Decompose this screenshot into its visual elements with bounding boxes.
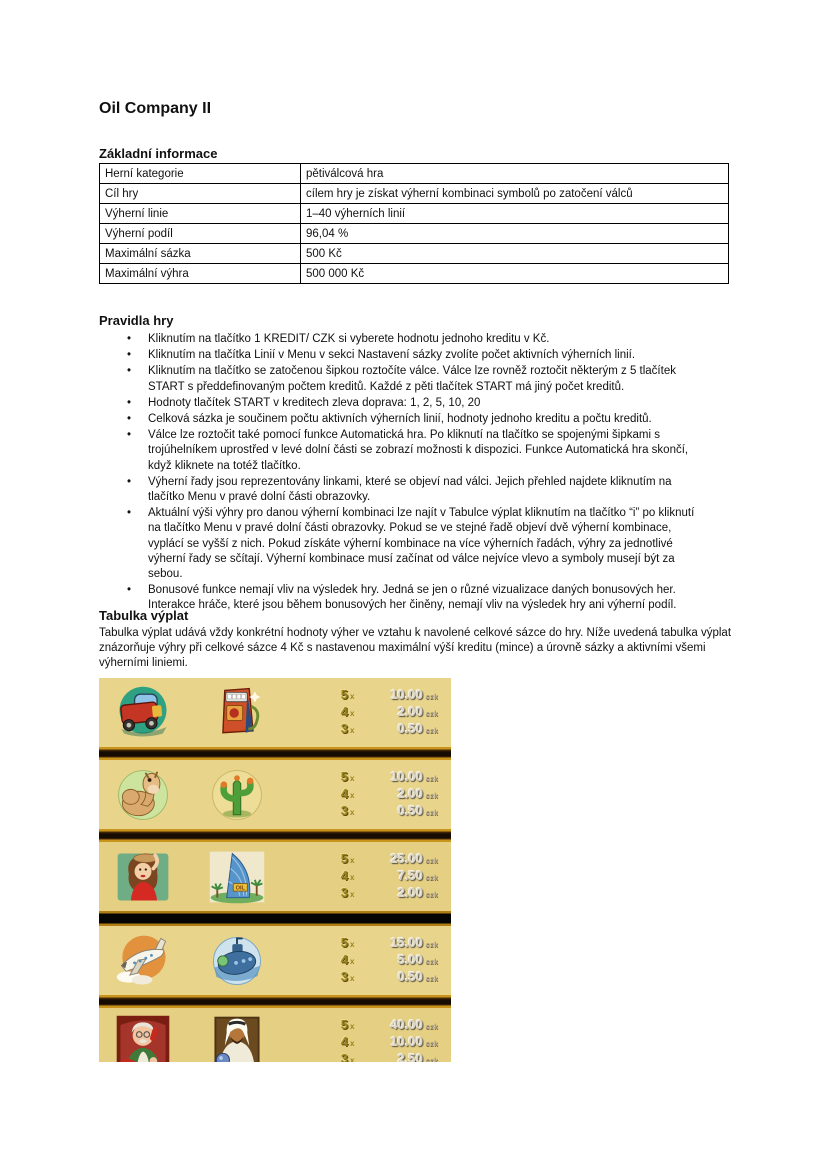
paytable-row <box>99 926 451 995</box>
win-count: 4 <box>340 868 348 883</box>
win-count: 4 <box>340 1034 348 1049</box>
currency-label: czk <box>426 858 439 865</box>
info-value: pětiválcová hra <box>301 164 729 184</box>
win-value: 10.00 <box>390 687 423 702</box>
rules-list <box>99 332 707 615</box>
win-count: 4 <box>340 786 348 801</box>
table-row <box>100 224 729 244</box>
multiplier-sign: x <box>350 726 355 735</box>
win-value: 40.00 <box>390 1017 423 1032</box>
cactus-icon <box>206 764 268 826</box>
paytable-row <box>99 1008 451 1062</box>
win-line <box>336 1017 443 1034</box>
multiplier-sign: x <box>350 808 355 817</box>
rule-item: • Hodnoty tlačítek START v kreditech zleva doprava: 1, 2, 5, 10, 20 <box>99 396 707 411</box>
multiplier-sign: x <box>350 890 355 899</box>
currency-label: czk <box>426 976 439 983</box>
win-value: 25.00 <box>390 851 423 866</box>
win-line <box>336 769 443 786</box>
table-row <box>100 204 729 224</box>
rules-heading: Pravidla hry <box>99 313 174 328</box>
info-value: 1–40 výherních linií <box>301 204 729 224</box>
multiplier-sign: x <box>350 856 355 865</box>
multiplier-sign: x <box>350 1022 355 1031</box>
gas-pump-icon <box>206 682 268 744</box>
currency-label: czk <box>426 942 439 949</box>
paytable-image <box>99 678 451 1062</box>
rule-item: • Kliknutím na tlačítko 1 KREDIT/ CZK si vyberete hodnotu jednoho kreditu v Kč. <box>99 332 707 347</box>
oil-sign-text: OIL <box>235 885 245 892</box>
row-divider <box>99 829 451 842</box>
win-count: 5 <box>340 935 348 950</box>
table-row <box>100 164 729 184</box>
row-divider-black <box>99 911 451 926</box>
red-truck-icon <box>112 682 174 744</box>
win-line <box>336 1051 443 1062</box>
multiplier-sign: x <box>350 791 355 800</box>
multiplier-sign: x <box>350 709 355 718</box>
win-count: 3 <box>340 1051 348 1062</box>
win-line <box>336 969 443 986</box>
multiplier-sign: x <box>350 1039 355 1048</box>
info-value: 500 000 Kč <box>301 264 729 284</box>
rule-item: • Aktuální výši výhry pro danou výherní kombinaci lze najít v Tabulce výplat kliknutím na tlačítko “i” po kliknutí na tlačítko Menu v pravé dolní části obrazovky. Pokud se ve stejné řadě objeví dvě výherní kombinace, vyplácí se vyšší z nich. Pokud získáte výherní kombinace na více výherních řadách, výhry za jednotlivé výherní řady se sčítají. Výherní kombinace musí začínat od válce nejvíce vlevo a symboly musejí být za sebou. <box>99 506 707 582</box>
sheikh-icon <box>206 1012 268 1063</box>
multiplier-sign: x <box>350 692 355 701</box>
multiplier-sign: x <box>350 774 355 783</box>
multiplier-sign: x <box>350 1056 355 1062</box>
currency-label: czk <box>426 810 439 817</box>
win-value: 10.00 <box>390 1034 423 1049</box>
win-table <box>336 769 443 820</box>
paytable-row <box>99 760 451 829</box>
rule-item: • Celková sázka je součinem počtu aktivních výherních linií, hodnoty jednoho kreditu a počtu kreditů. <box>99 412 707 427</box>
table-row <box>100 184 729 204</box>
info-value: cílem hry je získat výherní kombinaci symbolů po zatočení válců <box>301 184 729 204</box>
win-line <box>336 868 443 885</box>
currency-label: czk <box>426 776 439 783</box>
multiplier-sign: x <box>350 940 355 949</box>
submarine-icon <box>206 930 268 992</box>
win-value: 2.00 <box>397 786 423 801</box>
paytable-row <box>99 842 451 911</box>
win-line <box>336 786 443 803</box>
win-line <box>336 803 443 820</box>
info-label: Maximální sázka <box>100 244 301 264</box>
currency-label: czk <box>426 694 439 701</box>
win-table <box>336 851 443 902</box>
rule-item: • Válce lze roztočit také pomocí funkce Automatická hra. Po kliknutí na tlačítko se spojenými šipkami s trojúhelníkem uprostřed v levé dolní části se zobrazí možnosti k dispozici. Funkce Automatická hra skončí, když kliknete na totéž tlačítko. <box>99 428 707 474</box>
win-table <box>336 1017 443 1062</box>
win-value: 10.00 <box>390 769 423 784</box>
multiplier-sign: x <box>350 974 355 983</box>
win-line <box>336 704 443 721</box>
currency-label: czk <box>426 1024 439 1031</box>
airplane-icon <box>112 930 174 992</box>
currency-label: czk <box>426 892 439 899</box>
multiplier-sign: x <box>350 873 355 882</box>
win-table <box>336 935 443 986</box>
info-label: Herní kategorie <box>100 164 301 184</box>
win-count: 3 <box>340 969 348 984</box>
win-value: 5.00 <box>397 952 423 967</box>
info-label: Cíl hry <box>100 184 301 204</box>
info-label: Maximální výhra <box>100 264 301 284</box>
rule-item: • Výherní řady jsou reprezentovány linkami, které se objeví nad válci. Jejich přehled najdete kliknutím na tlačítko Menu v pravé dolní části obrazovky. <box>99 475 707 505</box>
win-line <box>336 885 443 902</box>
win-line <box>336 851 443 868</box>
win-line <box>336 935 443 952</box>
currency-label: czk <box>426 959 439 966</box>
currency-label: czk <box>426 728 439 735</box>
win-value: 2.00 <box>397 885 423 900</box>
win-value: 15.00 <box>390 935 423 950</box>
paytable-intro: Tabulka výplat udává vždy konkrétní hodnoty výher ve vztahu k navolené celkové sázce do hry. Níže uvedená tabulka výplat znázorňuje výhry při celkové sázce 4 Kč s nastavenou maximální výší kreditu (mince) a úrovně sázky a aktivními všemi výherními liniemi. <box>99 627 732 670</box>
rule-item: • Kliknutím na tlačítko se zatočenou šipkou roztočíte válce. Válce lze rovněž roztočit některým z 5 tlačítek START s předdefinovaným počtem kreditů. Každé z pěti tlačítek START má jiný počet kreditů. <box>99 364 707 394</box>
rule-item: • Kliknutím na tlačítka Linií v Menu v sekci Nastavení sázky zvolíte počet aktivních výherních linií. <box>99 348 707 363</box>
multiplier-sign: x <box>350 957 355 966</box>
oil-tower-icon <box>206 846 268 908</box>
info-value: 96,04 % <box>301 224 729 244</box>
page-title: Oil Company II <box>99 100 212 117</box>
cowgirl-icon <box>112 846 174 908</box>
paytable-heading: Tabulka výplat <box>99 608 189 623</box>
win-count: 5 <box>340 1017 348 1032</box>
win-value: 0.50 <box>397 721 423 736</box>
info-value: 500 Kč <box>301 244 729 264</box>
basic-info-table <box>99 163 729 284</box>
paytable-row <box>99 678 451 747</box>
win-count: 5 <box>340 687 348 702</box>
win-count: 5 <box>340 769 348 784</box>
currency-label: czk <box>426 1058 439 1062</box>
win-count: 4 <box>340 952 348 967</box>
win-line <box>336 1034 443 1051</box>
currency-label: czk <box>426 711 439 718</box>
win-count: 3 <box>340 885 348 900</box>
win-count: 4 <box>340 704 348 719</box>
win-value: 0.50 <box>397 803 423 818</box>
table-row <box>100 264 729 284</box>
oil-tycoon-icon <box>112 1012 174 1063</box>
win-table <box>336 687 443 738</box>
win-line <box>336 687 443 704</box>
rule-item: • Bonusové funkce nemají vliv na výsledek hry. Jedná se jen o různé vizualizace daných bonusových her. Interakce hráče, které jsou během bonusových her činěny, nemají vliv na výsledek hry ani výherní podíl. <box>99 583 707 613</box>
win-line <box>336 721 443 738</box>
win-value: 2.50 <box>397 1051 423 1062</box>
info-label: Výherní linie <box>100 204 301 224</box>
win-value: 2.00 <box>397 704 423 719</box>
currency-label: czk <box>426 875 439 882</box>
win-count: 3 <box>340 721 348 736</box>
win-value: 0.50 <box>397 969 423 984</box>
info-label: Výherní podíl <box>100 224 301 244</box>
currency-label: czk <box>426 793 439 800</box>
win-line <box>336 952 443 969</box>
basic-info-heading: Základní informace <box>99 146 218 161</box>
win-count: 3 <box>340 803 348 818</box>
camel-icon <box>112 764 174 826</box>
table-row <box>100 244 729 264</box>
win-count: 5 <box>340 851 348 866</box>
row-divider <box>99 747 451 760</box>
row-divider <box>99 995 451 1008</box>
win-value: 7.50 <box>397 868 423 883</box>
currency-label: czk <box>426 1041 439 1048</box>
